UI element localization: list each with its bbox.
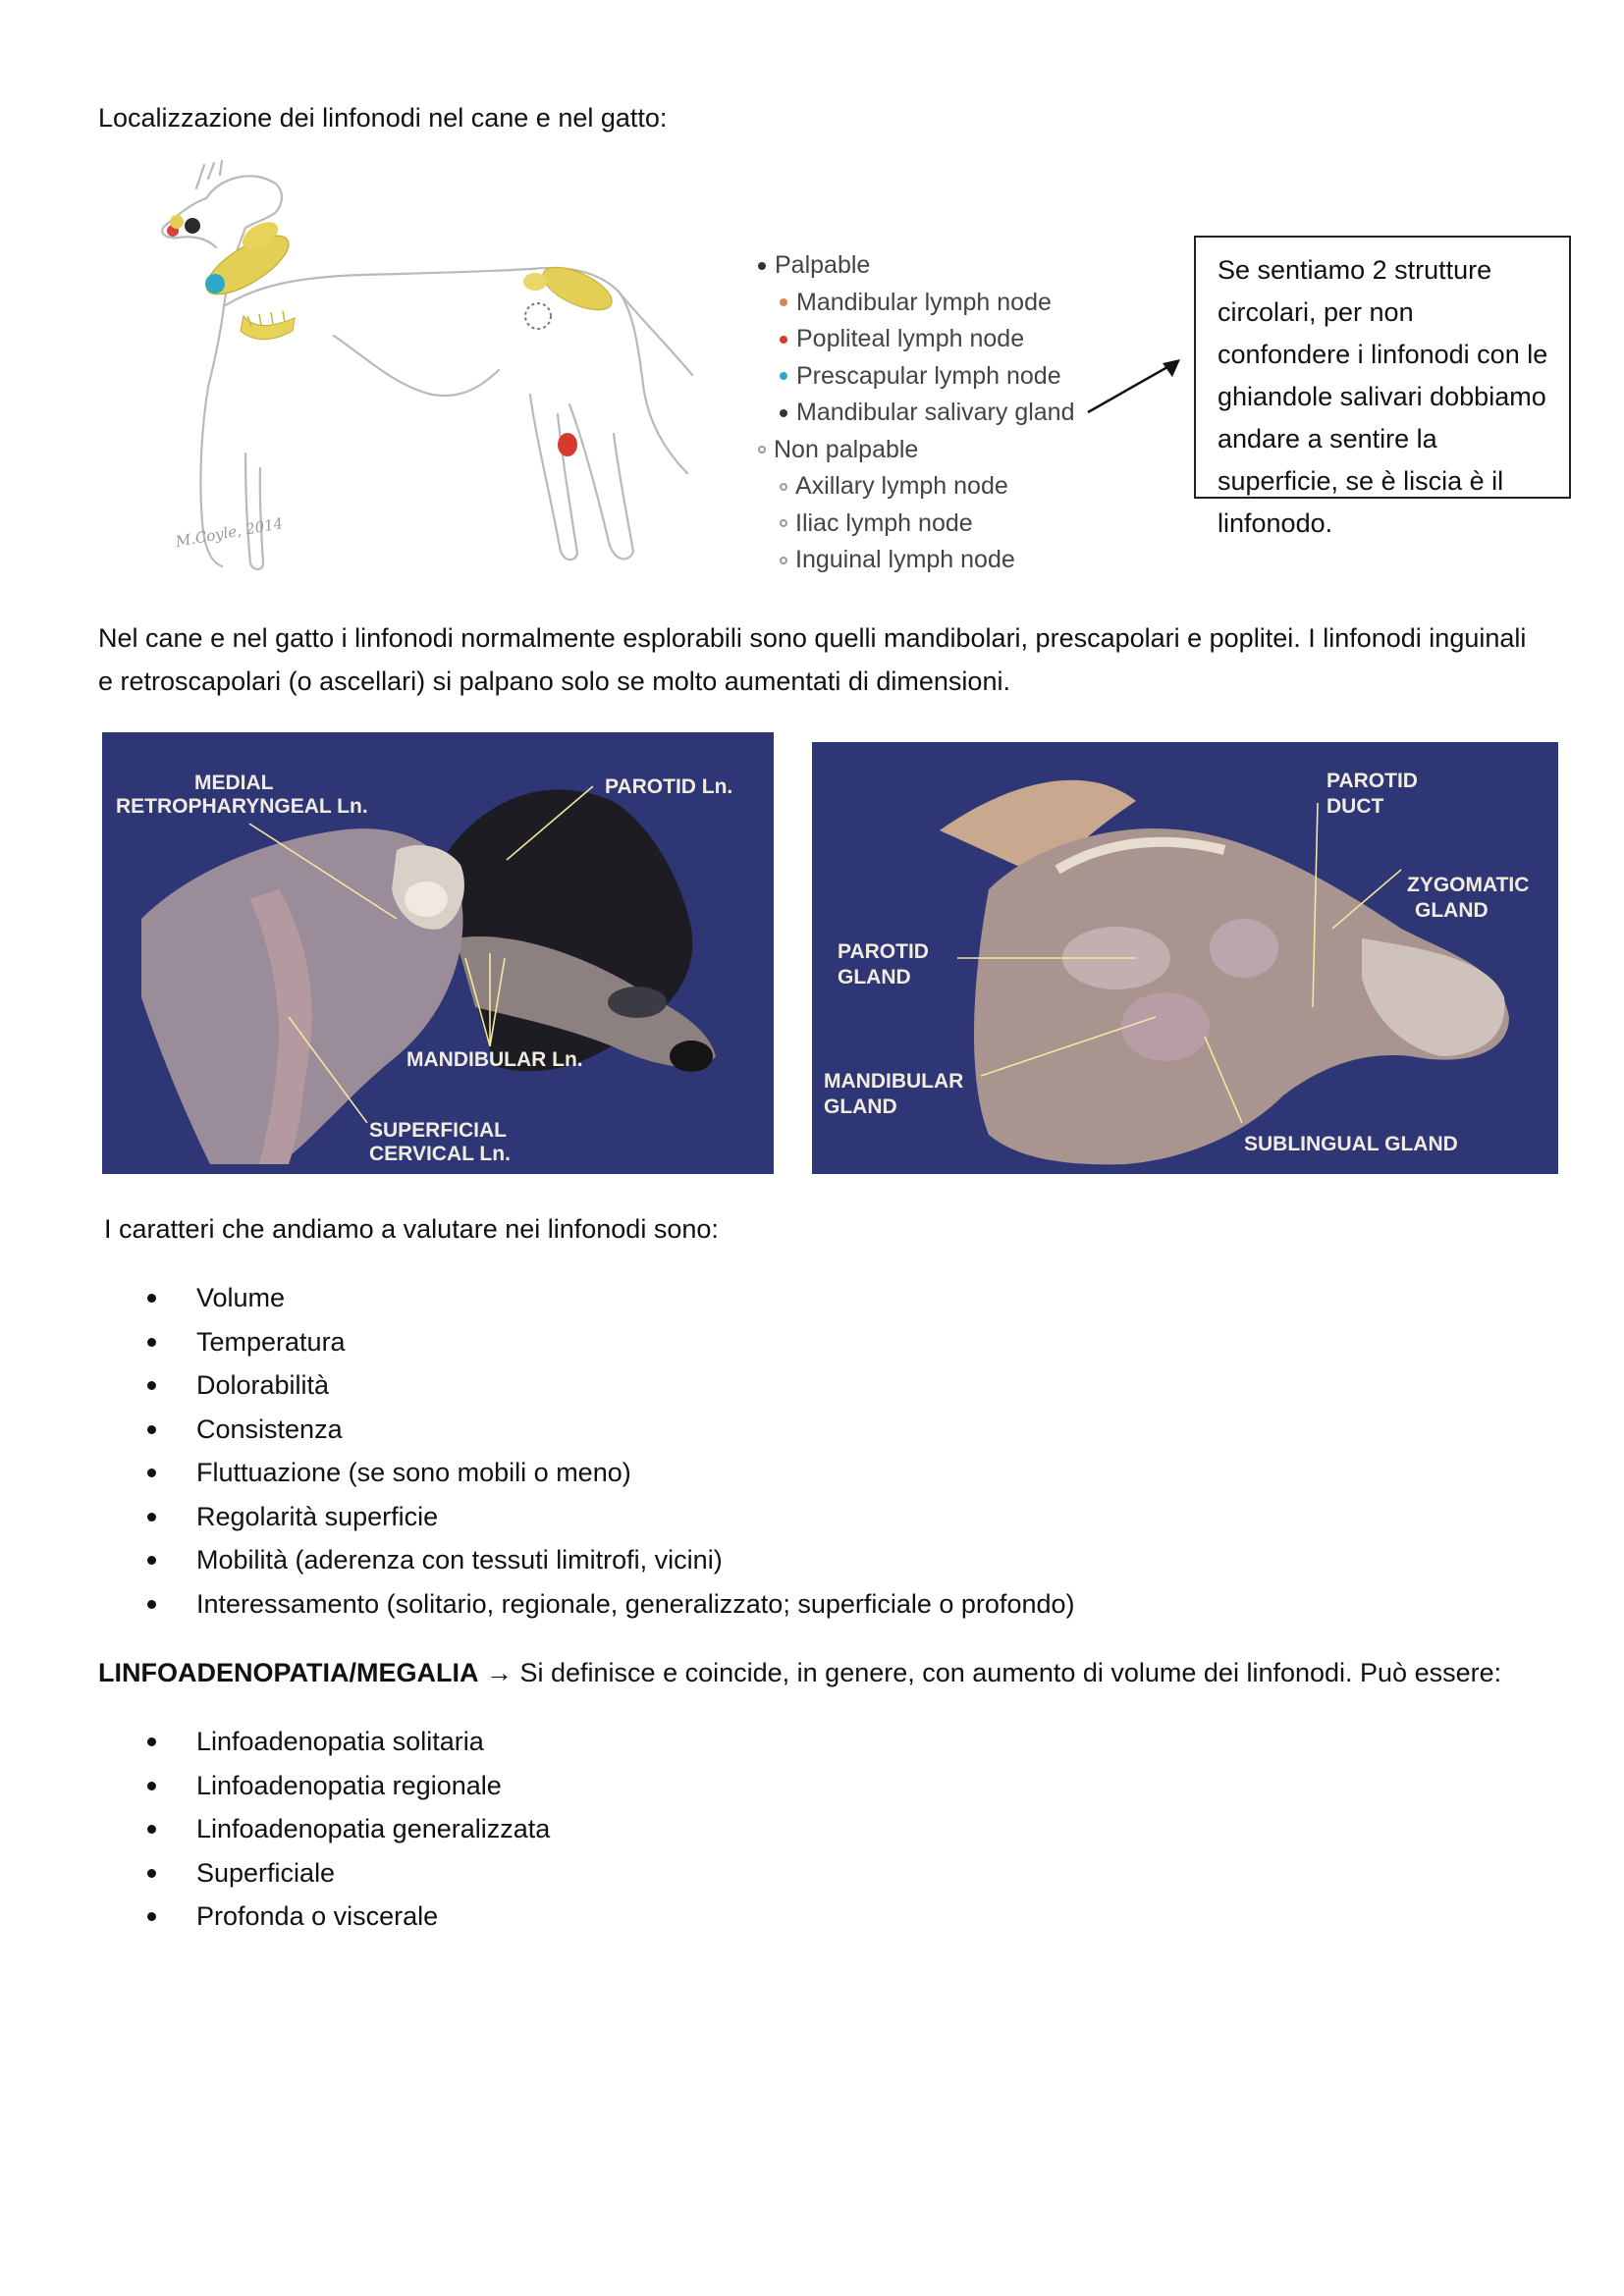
label-parotid-gland-1: PAROTID <box>838 940 929 963</box>
lymphadenopathy-types-list <box>98 1720 550 1939</box>
label-mandibular-gland-2: GLAND <box>824 1095 897 1118</box>
list-item: Regolarità superficie <box>98 1495 1075 1539</box>
legend-item: Popliteal lymph node <box>758 321 1074 358</box>
label-parotid-ln: PAROTID Ln. <box>605 775 733 798</box>
legend-non-palpable-header: Non palpable <box>758 432 1074 469</box>
legend-item: Mandibular salivary gland <box>758 395 1074 432</box>
hollow-dot-icon <box>758 446 766 454</box>
label-parotid-gland-2: GLAND <box>838 966 911 988</box>
lymphadenopathy-definition <box>98 1651 1501 1694</box>
list-item: Fluttuazione (se sono mobili o meno) <box>98 1451 1075 1495</box>
list-item: Consistenza <box>98 1408 1075 1452</box>
note-box: Se sentiamo 2 strutture circolari, per non confondere i linfonodi con le ghiandole salivari dobbiamo andare a sentire la superficie, se è liscia è il linfonodo. <box>1194 236 1571 499</box>
dot-icon <box>780 372 787 380</box>
label-cervical-ln: CERVICAL Ln. <box>369 1143 511 1165</box>
legend-item: Prescapular lymph node <box>758 358 1074 396</box>
filled-dot-icon <box>758 262 766 270</box>
characteristics-title: I caratteri che andiamo a valutare nei linfonodi sono: <box>104 1214 719 1244</box>
list-item: Volume <box>98 1276 1075 1320</box>
legend-item: Axillary lymph node <box>758 468 1074 506</box>
hollow-dot-icon <box>780 519 787 527</box>
characteristics-list <box>98 1276 1075 1626</box>
label-sublingual-gland: SUBLINGUAL GLAND <box>1244 1133 1458 1155</box>
label-parotid-duct-1: PAROTID <box>1326 770 1418 792</box>
artist-signature: M.Coyle, 2014 <box>174 514 285 551</box>
label-zygomatic-1: ZYGOMATIC <box>1407 874 1530 896</box>
label-mandibular-ln: MANDIBULAR Ln. <box>406 1048 583 1071</box>
legend-item: Inguinal lymph node <box>758 542 1074 579</box>
dot-icon <box>780 336 787 344</box>
hollow-dot-icon <box>780 557 787 564</box>
paragraph-palpable-nodes: Nel cane e nel gatto i linfonodi normalmente esplorabili sono quelli mandibolari, prescapolari e poplitei. I linfonodi inguinali e retroscapolari (o ascellari) si palpano solo se molto aumentati di dimensioni. <box>98 623 1527 696</box>
list-item: Linfoadenopatia solitaria <box>98 1720 550 1764</box>
list-item: Interessamento (solitario, regionale, generalizzato; superficiale o profondo) <box>98 1582 1075 1627</box>
dot-icon <box>780 298 787 306</box>
list-item: Mobilità (aderenza con tessuti limitrofi, vicini) <box>98 1538 1075 1582</box>
label-mandibular-gland-1: MANDIBULAR <box>824 1070 964 1093</box>
label-retropharyngeal: RETROPHARYNGEAL Ln. <box>116 795 368 818</box>
list-item: Superficiale <box>98 1851 550 1896</box>
dot-icon <box>780 409 787 417</box>
legend-item: Iliac lymph node <box>758 506 1074 543</box>
dissection-photo-right <box>812 742 1558 1174</box>
label-medial: MEDIAL <box>194 772 274 794</box>
lymphadenopathy-heading: LINFOADENOPATIA/MEGALIA <box>98 1658 479 1687</box>
right-arrow-icon: → <box>486 1658 513 1687</box>
hollow-dot-icon <box>780 483 787 491</box>
label-superficial: SUPERFICIAL <box>369 1119 508 1142</box>
list-item: Profonda o viscerale <box>98 1895 550 1939</box>
list-item: Dolorabilità <box>98 1363 1075 1408</box>
intro-text: Localizzazione dei linfonodi nel cane e nel gatto: <box>98 103 668 133</box>
label-parotid-duct-2: DUCT <box>1326 795 1384 818</box>
list-item: Linfoadenopatia generalizzata <box>98 1807 550 1851</box>
list-item: Temperatura <box>98 1320 1075 1364</box>
dissection-photo-left <box>102 732 774 1174</box>
pointer-arrow-icon <box>1080 353 1188 422</box>
label-zygomatic-2: GLAND <box>1415 899 1489 922</box>
list-item: Linfoadenopatia regionale <box>98 1764 550 1808</box>
legend-item: Mandibular lymph node <box>758 285 1074 322</box>
dog-lymph-node-diagram <box>137 159 746 591</box>
definition-text: Si definisce e coincide, in genere, con aumento di volume dei linfonodi. Può essere: <box>513 1658 1502 1687</box>
diagram-legend <box>758 247 1074 579</box>
legend-palpable-header: Palpable <box>758 247 1074 285</box>
